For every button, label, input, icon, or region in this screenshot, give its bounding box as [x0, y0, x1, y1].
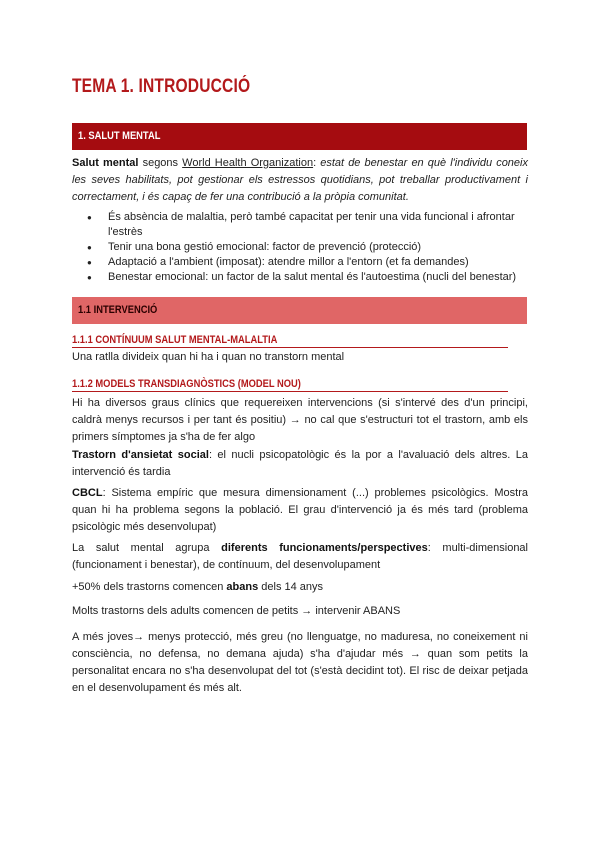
section-heading-salut-mental: 1. SALUT MENTAL — [78, 130, 161, 142]
subsection-heading-band — [72, 297, 527, 324]
definition-colon: : — [313, 157, 321, 169]
term-abans: abans — [226, 581, 259, 593]
paragraph-adults: Molts trastorns dels adults comencen de petits → intervenir ABANS — [72, 605, 401, 617]
continuum-text: Una ratlla divideix quan hi ha i quan no transtorn mental — [72, 351, 345, 363]
definition-connector: segons — [138, 157, 183, 169]
page-title: TEMA 1. INTRODUCCIÓ — [72, 76, 251, 97]
paragraph-joves: A més joves→ menys protecció, més greu (no llenguatge, no maduresa, no coneixement ni consciència, no defensa, no demana ajuda) s'ha d'ajudar més → quan som petits la personalitat encara no s'ha desenvolupat del tot (s'està decidint tot). El risc de deixar petjada en el desenvolupament és més alt. — [72, 631, 528, 694]
definition-term: Salut mental — [72, 157, 139, 169]
text-funcionaments-pre: La salut mental agrupa — [72, 542, 222, 554]
definition-paragraph — [72, 155, 528, 206]
subheading-continuum-label: 1.1.1 CONTÍNUUM SALUT MENTAL-MALALTIA — [72, 334, 278, 346]
term-cbcl: CBCL — [72, 487, 103, 499]
text-funcionaments: : multi-dimensional (funcionament i benestar), de contínuum, del desenvolupament — [72, 542, 528, 571]
bullet-list — [72, 210, 528, 285]
text-cbcl: : Sistema empíric que mesura dimensionament (...) problemes psicològics. Mostra quan hi ha problema segons la població. El grau d'intervenció ja és més tard (problema psicològic més desenvolupat) — [72, 487, 528, 533]
paragraph-percent — [72, 579, 528, 596]
list-item: ● Adaptació a l'ambient (imposat): atendre millor a l'entorn (et fa demandes) — [72, 255, 528, 270]
subheading-continuum — [72, 334, 508, 348]
section-heading-intervencio: 1.1 INTERVENCIÓ — [78, 304, 158, 316]
subheading-models-label: 1.1.2 MODELS TRANSDIAGNÒSTICS (MODEL NOU) — [72, 378, 301, 390]
term-ansietat: Trastorn d'ansietat social — [72, 449, 209, 461]
paragraph-ansietat — [72, 447, 528, 481]
text-ansietat: : el nucli psicopatològic és la por a l'avaluació dels altres. La intervenció és tardia — [72, 449, 529, 478]
list-item: ● Benestar emocional: un factor de la salut mental és l'autoestima (nucli del benestar) — [72, 270, 528, 285]
percent-value: +50% — [72, 581, 101, 593]
text-percent-end: dels 14 anys — [258, 581, 324, 593]
paragraph-funcionaments — [72, 540, 528, 574]
subheading-models — [72, 378, 508, 392]
list-item: ● És absència de malaltia, però també capacitat per tenir una vida funcional i afrontar l'estrès — [72, 210, 528, 240]
definition-text: estat de benestar en què l'individu coneix les seves habilitats, pot gestionar els estressos quotidians, pot treballar productivament i correctament, i és capaç de fer una contribució a la pròpia comunitat. — [72, 157, 528, 203]
term-funcionaments: diferents funcionaments/perspectives — [221, 542, 428, 554]
paragraph-graus: Hi ha diversos graus clínics que requereixen intervencions (si s'intervé des d'un principi, caldrà menys recursos i per tant és positiu) → no cal que s'estructuri tot el trastorn, amb els primers símptomes ja s'ha de fer algo — [72, 397, 528, 443]
list-item: ● Tenir una bona gestió emocional: factor de prevenció (protecció) — [72, 240, 528, 255]
text-percent-mid: dels trastorns comencen — [100, 581, 227, 593]
section-heading-band — [72, 123, 527, 150]
who-link[interactable]: World Health Organization — [182, 157, 314, 169]
paragraph-cbcl — [72, 485, 528, 536]
